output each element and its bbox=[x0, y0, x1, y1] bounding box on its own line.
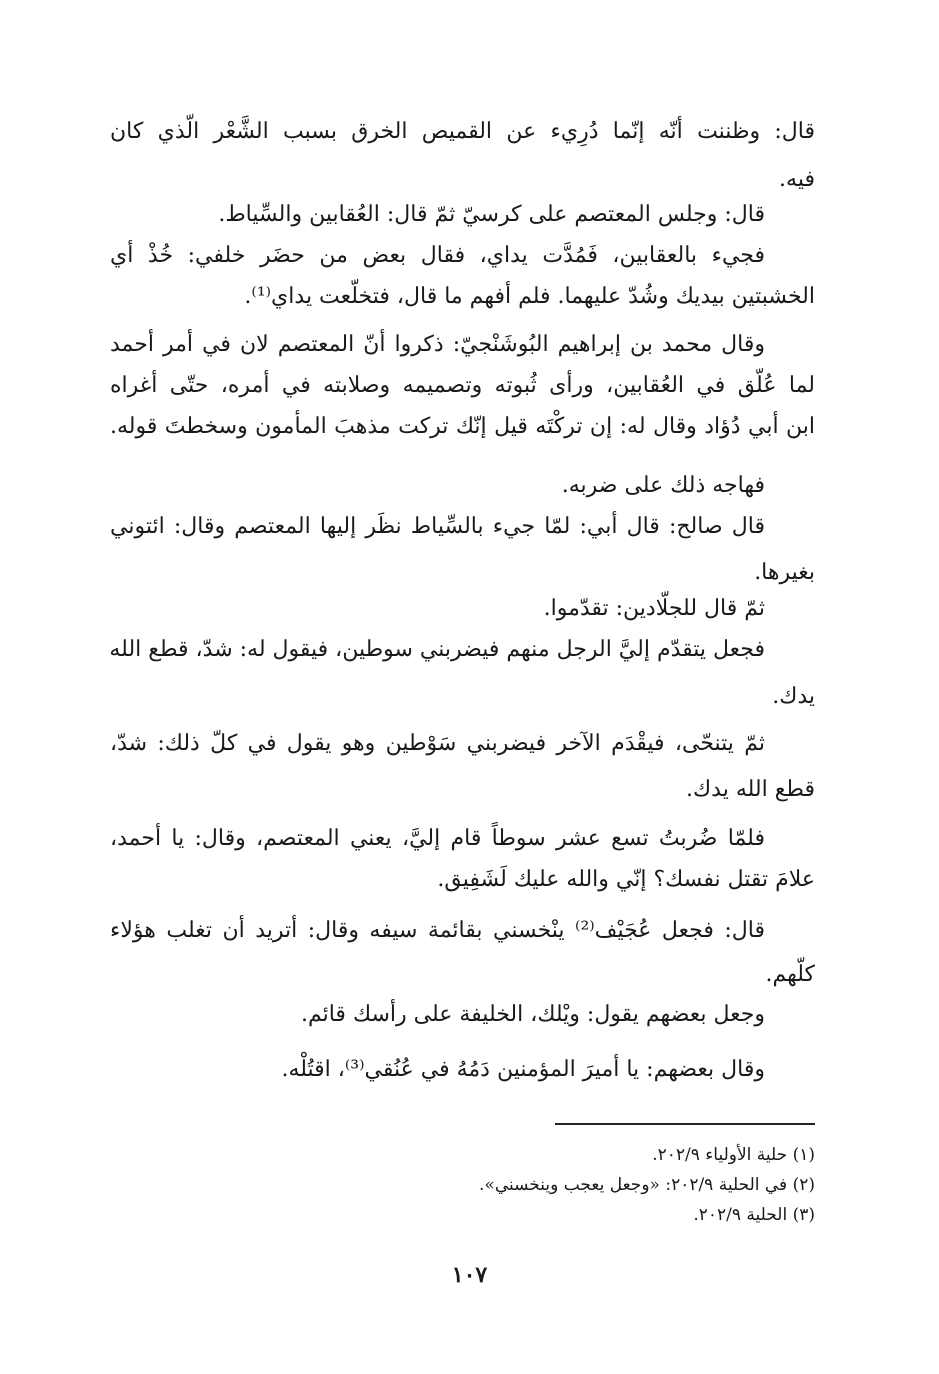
footnote-1: (١) حلية الأولياء ٢٠٢/٩. bbox=[652, 1145, 815, 1165]
footnote-2: (٢) في الحلية ٢٠٢/٩: «وجعل يعجب وينخسني». bbox=[479, 1175, 815, 1195]
footnote-divider bbox=[555, 1123, 815, 1125]
text-line: ثمّ قال للجلّادين: تقدّموا. bbox=[543, 596, 765, 621]
text-line: علامَ تقتل نفسك؟ إنّي والله عليك لَشَفِيق. bbox=[437, 867, 815, 892]
text-line: الخشبتين بيديك وشُدّ عليهما. فلم أفهم ما قال، فتخلّعت يداي⁽¹⁾. bbox=[244, 284, 815, 309]
text-line: يدك. bbox=[772, 684, 815, 709]
footnote-3: (٣) الحلية ٢٠٢/٩. bbox=[693, 1205, 815, 1225]
text-line: فجيء بالعقابين، فَمُدَّت يداي، فقال بعض من حضَر خلفي: خُذْ أي bbox=[110, 243, 765, 268]
text-line: قطع الله يدك. bbox=[686, 777, 815, 802]
text-line: قال صالح: قال أبي: لمّا جيء بالسِّياط نظَر إليها المعتصم وقال: ائتوني bbox=[110, 514, 765, 539]
text-line: قال: وجلس المعتصم على كرسيّ ثمّ قال: العُقابين والسِّياط. bbox=[218, 202, 765, 227]
text-line: قال: وظننت أنّه إنّما دُرِيء عن القميص الخرق بسبب الشَّعْر الّذي كان bbox=[110, 119, 815, 144]
text-line: ابن أبي دُؤاد وقال له: إن تركْتَه قيل إنّك تركت مذهبَ المأمون وسخطتَ قوله. bbox=[110, 414, 815, 439]
text-line: فهاجه ذلك على ضربه. bbox=[561, 473, 765, 498]
text-line: وقال محمد بن إبراهيم البُوشَنْجيّ: ذكروا أنّ المعتصم لان في أمر أحمد bbox=[110, 332, 765, 357]
text-line: وجعل بعضهم يقول: ويْلك، الخليفة على رأسك قائم. bbox=[300, 1002, 765, 1027]
page-number: ١٠٧ bbox=[451, 1262, 488, 1288]
text-line: قال: فجعل عُجَيْف⁽²⁾ ينْخسني بقائمة سيفه وقال: أتريد أن تغلب هؤلاء bbox=[110, 918, 765, 943]
text-line: بغيرها. bbox=[754, 560, 815, 585]
text-line: كلّهم. bbox=[765, 962, 815, 987]
text-line: ثمّ يتنحّى، فيقْدَم الآخر فيضربني سَوْطين وهو يقول في كلّ ذلك: شدّ، bbox=[110, 731, 765, 756]
text-line: فيه. bbox=[779, 167, 815, 192]
text-line: لما عُلّق في العُقابين، ورأى ثُبوته وتصميمه وصلابته في أمره، حتّى أغراه bbox=[110, 373, 815, 398]
text-line: فلمّا ضُربتُ تسع عشر سوطاً قام إليَّ، يعني المعتصم، وقال: يا أحمد، bbox=[110, 826, 765, 851]
text-line: فجعل يتقدّم إليَّ الرجل منهم فيضربني سوطين، فيقول له: شدّ، قطع الله bbox=[109, 637, 765, 662]
text-line: وقال بعضهم: يا أميرَ المؤمنين دَمُهُ في عُنُقي⁽³⁾، اقتُلْه. bbox=[281, 1057, 765, 1082]
